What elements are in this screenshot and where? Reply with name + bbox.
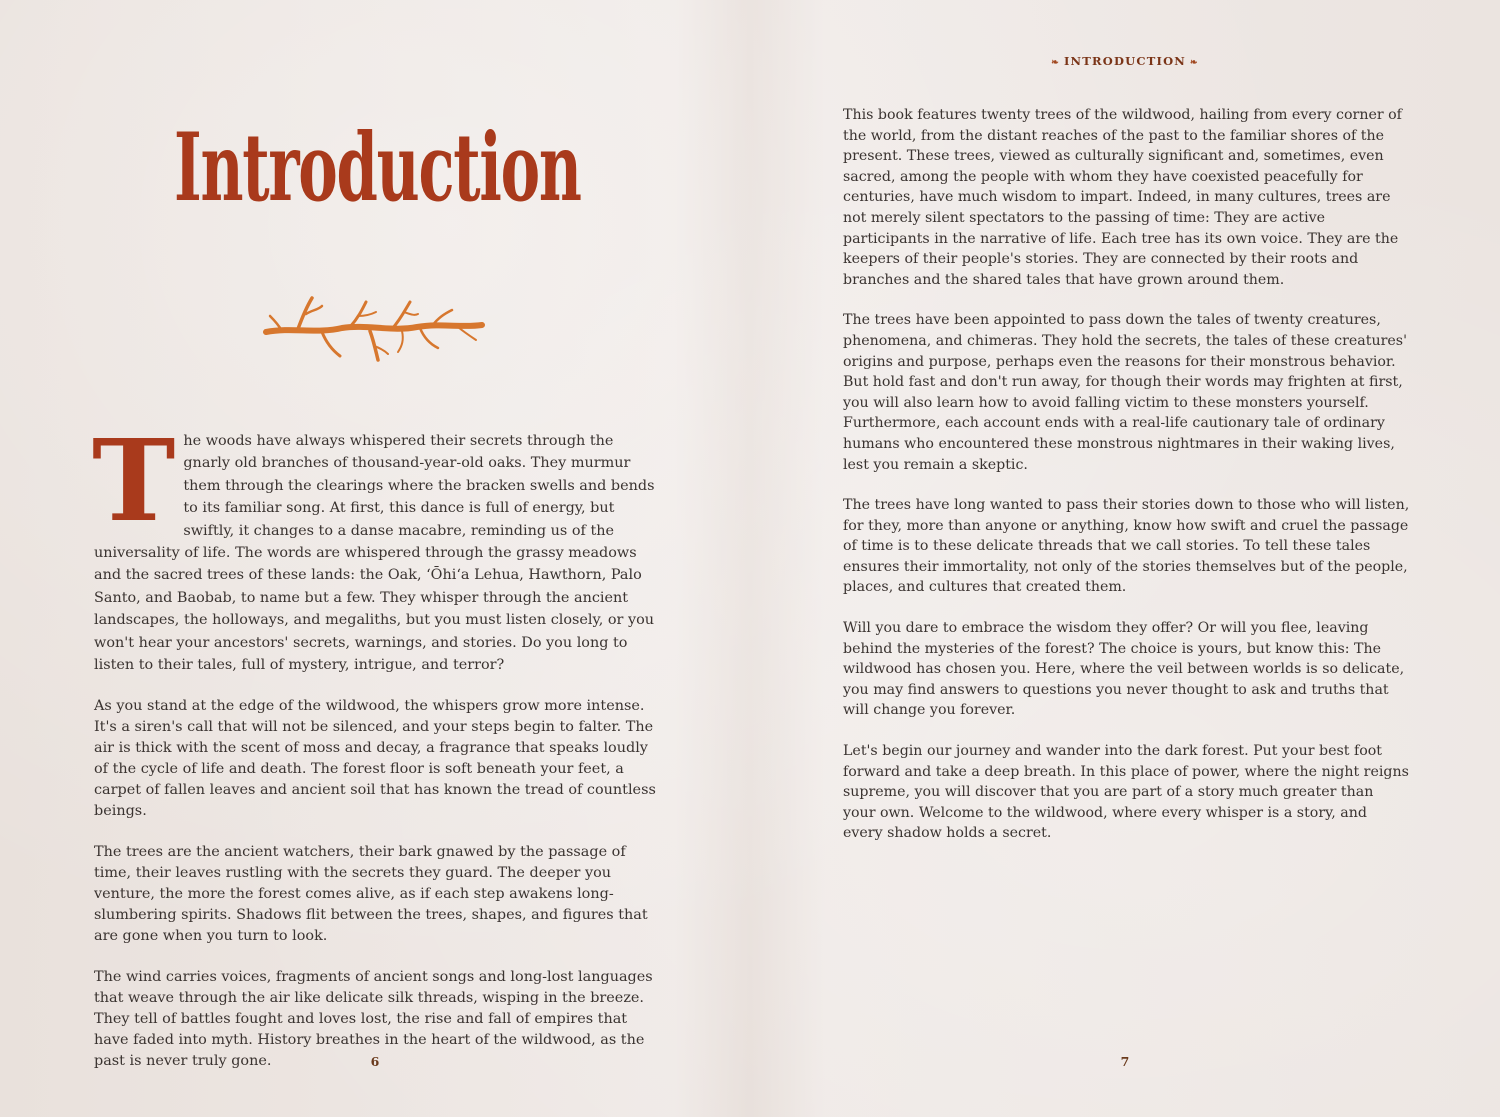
leaf-ornament-icon: ❧ (1051, 58, 1060, 68)
left-body-text (92, 416, 656, 1092)
chapter-title: Introduction (174, 113, 581, 223)
paragraph: The wind carries voices, fragments of ancient songs and long-lost languages that weave through the air like delicate silk threads, wisping in the breeze. They tell of battles fought and loves lost, the rise and fall of empires that have faded into myth. History breathes in the heart of the wildwood, as the past is never truly gone. (94, 969, 653, 1070)
page-number: 7 (1120, 1054, 1130, 1069)
running-head (750, 54, 1500, 68)
opening-paragraph (92, 416, 656, 676)
drop-cap: T (92, 416, 176, 547)
paragraph: The trees have been appointed to pass down the tales of twenty creatures, phenomena, and chimeras. They hold the secrets, the tales of these creatures' origins and purpose, perhaps even the reasons for their monstrous behavior. But hold fast and don't run away, for though their words may frighten at first, you will also learn how to avoid falling victim to these monsters yourself. Furthermore, each account ends with a real-life cautionary tale of ordinary humans who encountered these monstrous nightmares in their waking lives, lest you remain a skeptic. (843, 312, 1407, 473)
paragraph: Will you dare to embrace the wisdom they offer? Or will you flee, leaving behind the mysteries of the forest? The choice is yours, but know this: The wildwood has chosen you. Here, where the veil between worlds is so delicate, you may find answers to questions you never thought to ask and truths that will change you forever. (843, 620, 1405, 719)
right-body-text (843, 105, 1410, 864)
paragraph: As you stand at the edge of the wildwood, the whispers grow more intense. It's a siren's call that will not be silenced, and your steps begin to falter. The air is thick with the scent of moss and decay, a fragrance that speaks loudly of the cycle of life and death. The forest floor is soft beneath your feet, a carpet of fallen leaves and ancient soil that has known the tread of countless beings. (94, 698, 656, 820)
paragraph: This book features twenty trees of the wildwood, hailing from every corner of the world, from the distant reaches of the past to the familiar shores of the present. These trees, viewed as culturally significant and, sometimes, even sacred, among the people with whom they have coexisted peacefully for centuries, have much wisdom to impart. Indeed, in many cultures, trees are not merely silent spectators to the passing of time: They are active participants in the narrative of life. Each tree has its own voice. They are the keepers of their people's stories. They are connected by their roots and branches and the shared tales that have grown around them. (843, 107, 1402, 288)
page-number: 6 (370, 1054, 380, 1069)
paragraph: The trees are the ancient watchers, their bark gnawed by the passage of time, their leaves rustling with the secrets they guard. The deeper you venture, the more the forest comes alive, as if each step awakens long-slumbering spirits. Shadows flit between the trees, shapes, and figures that are gone when you turn to look. (94, 844, 648, 945)
opening-paragraph-text: he woods have always whispered their secrets through the gnarly old branches of thousand-year-old oaks. They murmur them through the clearings where the bracken swells and bends to its familiar song. At first, this dance is full of energy, but swiftly, it changes to a danse macabre, reminding us of the universality of life. The words are whispered through the grassy meadows and the sacred trees of these lands: the Oak, ʻŌhiʻa Lehua, Hawthorn, Palo Santo, and Baobab, to name but a few. They whisper through the ancient landscapes, the holloways, and megaliths, but you must listen closely, or you won't hear your ancestors' secrets, warnings, and stories. Do you long to listen to their tales, full of mystery, intrigue, and terror? (94, 433, 655, 674)
paragraph: The trees have long wanted to pass their stories down to those who will listen, for they, more than anyone or anything, know how swift and cruel the passage of time is to these delicate threads that we call stories. To tell these tales ensures their immortality, not only of the stories themselves but of the people, places, and cultures that created them. (843, 497, 1410, 596)
tree-branch-icon (262, 294, 486, 364)
leaf-ornament-icon: ❧ (1190, 58, 1199, 68)
paragraph: Let's begin our journey and wander into the dark forest. Put your best foot forward and take a deep breath. In this place of power, where the night reigns supreme, you will discover that you are part of a story much greater than your own. Welcome to the wildwood, where every whisper is a story, and every shadow holds a secret. (843, 743, 1409, 842)
right-page (750, 0, 1500, 1117)
running-head-text: INTRODUCTION (1063, 54, 1187, 68)
